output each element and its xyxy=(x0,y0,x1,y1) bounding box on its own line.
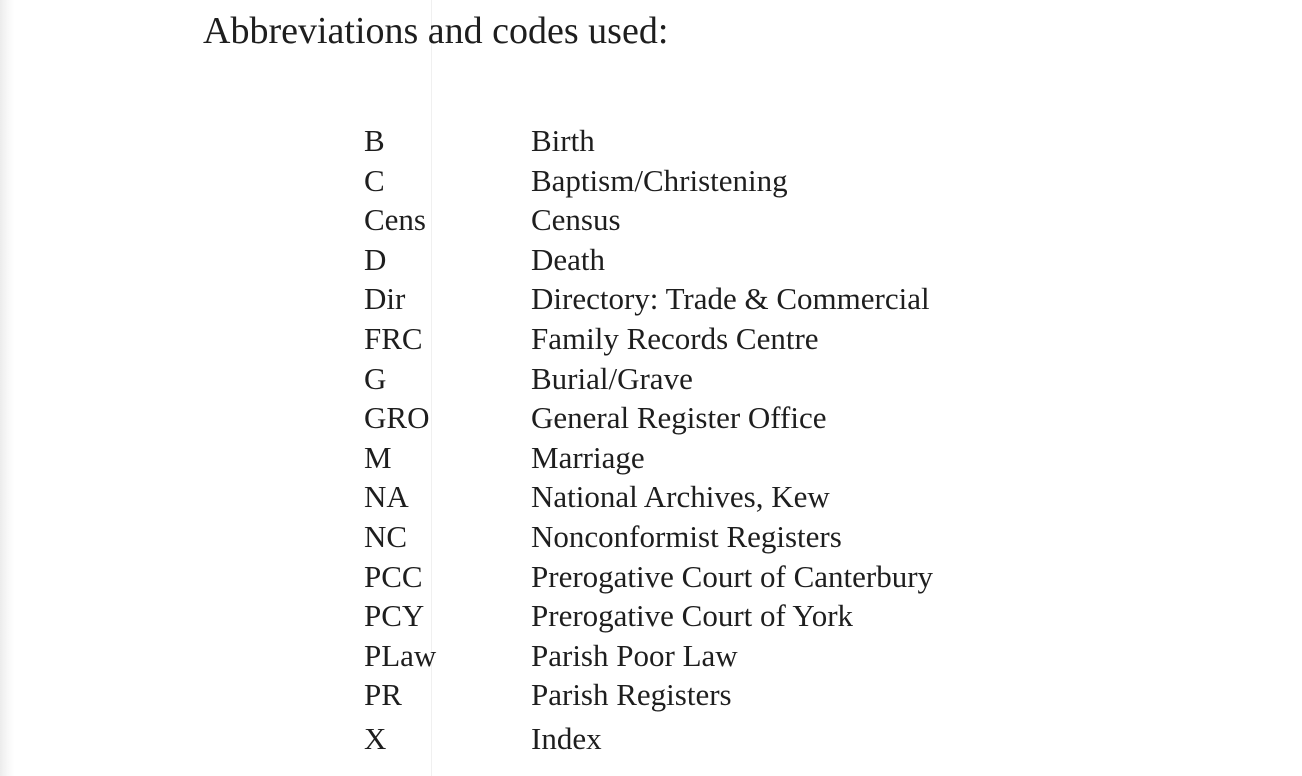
abbreviation-code: PLaw xyxy=(364,637,437,673)
abbreviation-meaning: Parish Poor Law xyxy=(531,637,738,673)
abbreviation-code: G xyxy=(364,360,387,396)
abbreviation-code: Dir xyxy=(364,281,406,317)
abbreviation-code: NC xyxy=(364,518,408,554)
abbreviation-code: PCC xyxy=(364,558,423,594)
abbreviation-row xyxy=(364,161,1064,201)
abbreviation-row xyxy=(364,319,1064,359)
abbreviation-code: FRC xyxy=(364,320,423,356)
abbreviation-code: C xyxy=(364,162,385,198)
abbreviation-row xyxy=(364,121,1064,161)
abbreviation-meaning: Burial/Grave xyxy=(531,360,693,396)
abbreviation-code: Cens xyxy=(364,202,426,238)
abbreviation-row xyxy=(364,200,1064,240)
abbreviation-code: B xyxy=(364,123,385,158)
abbreviation-code: M xyxy=(364,439,392,475)
abbreviation-meaning: Prerogative Court of Canterbury xyxy=(531,558,934,594)
abbreviation-meaning: Census xyxy=(531,202,621,238)
abbreviation-meaning: National Archives, Kew xyxy=(531,479,830,515)
abbreviation-meaning: Prerogative Court of York xyxy=(531,598,854,634)
abbreviation-code: D xyxy=(364,241,387,277)
abbreviation-code: NA xyxy=(364,479,409,515)
abbreviation-row xyxy=(364,517,1064,557)
abbreviation-meaning: Directory: Trade & Commercial xyxy=(531,281,930,317)
abbreviation-row xyxy=(364,557,1064,597)
abbreviation-meaning: Index xyxy=(531,720,602,756)
abbreviation-row xyxy=(364,279,1064,319)
page-title: Abbreviations and codes used: xyxy=(203,10,669,52)
abbreviation-row xyxy=(364,438,1064,478)
scan-edge-shadow xyxy=(0,0,14,776)
abbreviation-code: PR xyxy=(364,677,402,713)
abbreviation-meaning: Family Records Centre xyxy=(531,320,819,356)
abbreviation-row xyxy=(364,675,1064,715)
abbreviation-code: X xyxy=(364,720,387,756)
abbreviation-meaning: General Register Office xyxy=(531,400,827,436)
abbreviation-meaning: Nonconformist Registers xyxy=(531,518,842,554)
abbreviation-row xyxy=(364,596,1064,636)
abbreviation-row xyxy=(364,477,1064,517)
abbreviation-meaning: Marriage xyxy=(531,439,645,475)
abbreviation-row xyxy=(364,359,1064,399)
abbreviation-row xyxy=(364,719,1064,759)
abbreviation-row xyxy=(364,398,1064,438)
abbreviation-code: GRO xyxy=(364,400,430,436)
abbreviation-meaning: Birth xyxy=(531,123,595,158)
abbreviation-meaning: Parish Registers xyxy=(531,677,732,713)
abbreviation-meaning: Death xyxy=(531,241,606,277)
abbreviation-row xyxy=(364,636,1064,676)
abbreviation-meaning: Baptism/Christening xyxy=(531,162,788,198)
abbreviation-code: PCY xyxy=(364,598,425,634)
abbreviations-table xyxy=(364,121,1064,759)
abbreviation-row xyxy=(364,240,1064,280)
